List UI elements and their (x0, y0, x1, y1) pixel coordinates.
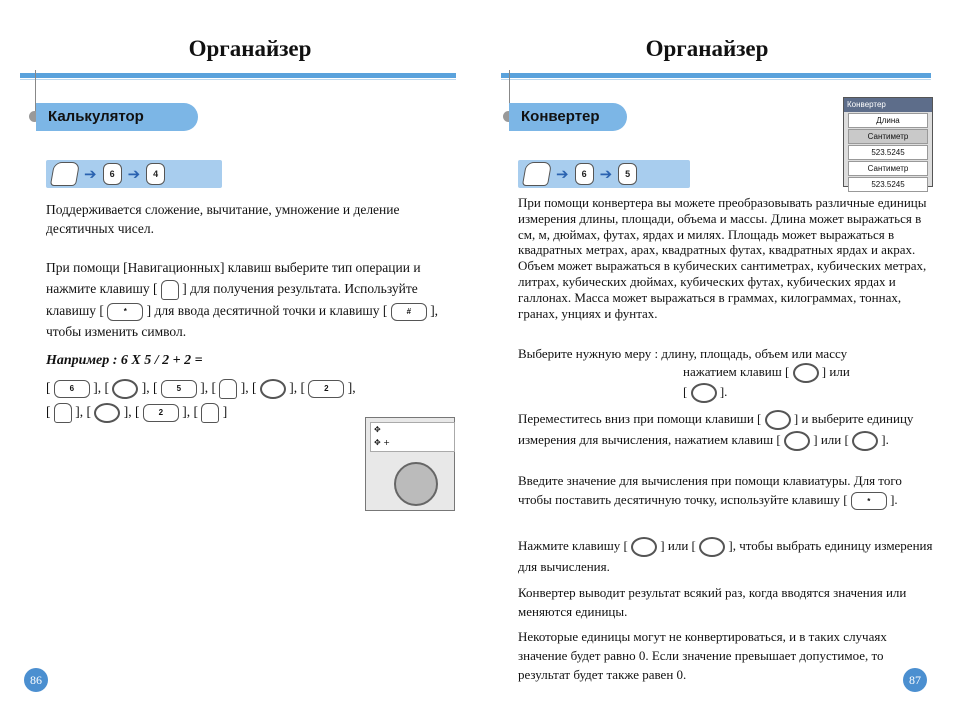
key-sequence (518, 160, 690, 188)
nav-key-icon (765, 410, 791, 430)
arrow-right-icon: ➔ (556, 165, 569, 183)
key-sequence (46, 160, 222, 188)
key-2-icon: 2 (308, 380, 344, 398)
soft-key-icon (54, 403, 72, 423)
intro-paragraph: Поддерживается сложение, вычитание, умножение и деление десятичных чисел. (46, 202, 400, 236)
arrow-right-icon: ➔ (127, 165, 141, 183)
title-rule-thin (501, 79, 931, 80)
calc-icon: ✥ (374, 425, 381, 434)
plus-icon: ✥ + (374, 438, 390, 447)
soft-key-icon (161, 280, 179, 300)
nav-key-icon (699, 537, 725, 557)
navigation-pad-icon (394, 462, 438, 506)
nav-key-icon (94, 403, 120, 423)
intro-paragraph: При помощи конвертера вы можете преобразовывать различные единицы измерения длины, площади, объема и массы. Длина может выражаться в см, м, дюймах, футах, ярдах и милях. Площадь может выражаться в квадратных метрах, арах, квадратных футах, квадратных ярдах и акрах. Объем может выражаться в кубических сантиметрах, кубических метрах, литрах, кубических дюймах, кубических футах, кубических ярдах и галлонах. Масса может выражаться в граммах, килограммах, тоннах, гранах, унциях и фунтах. (518, 195, 927, 321)
section-heading: Конвертер (509, 103, 627, 131)
soft-key-icon (201, 403, 219, 423)
screen-row: Сантиметр (848, 161, 928, 176)
screen-row: 523.5245 (848, 177, 928, 192)
nav-key-icon (784, 431, 810, 451)
instructions-paragraph: При помощи [Навигационных] клавиш выберите тип операции и нажмите клавишу [ ] для получения результата. Используйте клавишу [ * ] для ввода десятичной точки и клавишу [ # ], чтобы изменить символ. (46, 260, 439, 339)
key-6-icon: 6 (54, 380, 90, 398)
example-key-line-2: [ ], [ ], [ 2 ], [ ] (46, 402, 227, 423)
page-number: 87 (903, 668, 927, 692)
key-5-icon: 5 (618, 163, 637, 185)
hash-key-icon: # (391, 303, 427, 321)
zero-value-paragraph: Некоторые единицы могут не конвертироваться, и в таких случаях значение будет равно 0. Если значение превышает допустимое, то результат будет также равен 0. (518, 629, 887, 682)
nav-key-icon (691, 383, 717, 403)
star-key-icon: * (851, 492, 887, 510)
screen-row: 523.5245 (848, 145, 928, 160)
key-2-icon: 2 (143, 404, 179, 422)
star-key-icon: * (107, 303, 143, 321)
calculator-display (370, 422, 455, 452)
menu-key-icon (522, 162, 552, 186)
key-6-icon: 6 (575, 163, 594, 185)
page-number: 86 (24, 668, 48, 692)
result-paragraph: Конвертер выводит результат всякий раз, когда вводятся значения или меняются единицы. (518, 585, 907, 619)
example-heading: Например : 6 X 5 / 2 + 2 = (46, 353, 203, 368)
screen-header: Конвертер (844, 98, 932, 112)
title-rule (501, 73, 931, 78)
section-heading: Калькулятор (36, 103, 198, 131)
key-4-icon: 4 (146, 163, 165, 185)
screen-row: Сантиметр (848, 129, 928, 144)
right-page (477, 0, 954, 716)
menu-key-icon (50, 162, 80, 186)
nav-key-icon (260, 379, 286, 399)
nav-key-icon (852, 431, 878, 451)
page-title: Органайзер (645, 36, 769, 61)
nav-key-icon (631, 537, 657, 557)
calculator-screen-image (365, 417, 455, 511)
arrow-right-icon: ➔ (599, 165, 613, 183)
converter-screen-image (843, 97, 933, 187)
nav-key-icon (112, 379, 138, 399)
arrow-right-icon: ➔ (84, 165, 97, 183)
key-6-icon: 6 (103, 163, 122, 185)
example-key-line-1: [ 6 ], [ ], [ 5 ], [ ], [ ], [ 2 ], (46, 378, 356, 399)
title-rule (20, 73, 456, 78)
page-title: Органайзер (188, 36, 312, 61)
key-5-icon: 5 (161, 380, 197, 398)
nav-key-icon (793, 363, 819, 383)
select-unit-paragraph: Нажмите клавишу [ ] или [ ], чтобы выбрать единицу измерения для вычисления. (518, 538, 933, 575)
move-down-paragraph: Переместитесь вниз при помощи клавиши [ ] и выберите единицу измерения для вычисления, нажатием клавиш [ ] или [ ]. (518, 409, 936, 451)
select-measure-paragraph: Выберите нужную меру : длину, площадь, объем или массу нажатием клавиш [ ] или [ ]. (518, 345, 936, 403)
title-rule-thin (20, 79, 456, 80)
screen-row: Длина (848, 113, 928, 128)
enter-value-paragraph: Введите значение для вычисления при помощи клавиатуры. Для того чтобы поставить десятичную точку, используйте клавишу [ * ]. (518, 471, 936, 510)
soft-key-icon (219, 379, 237, 399)
